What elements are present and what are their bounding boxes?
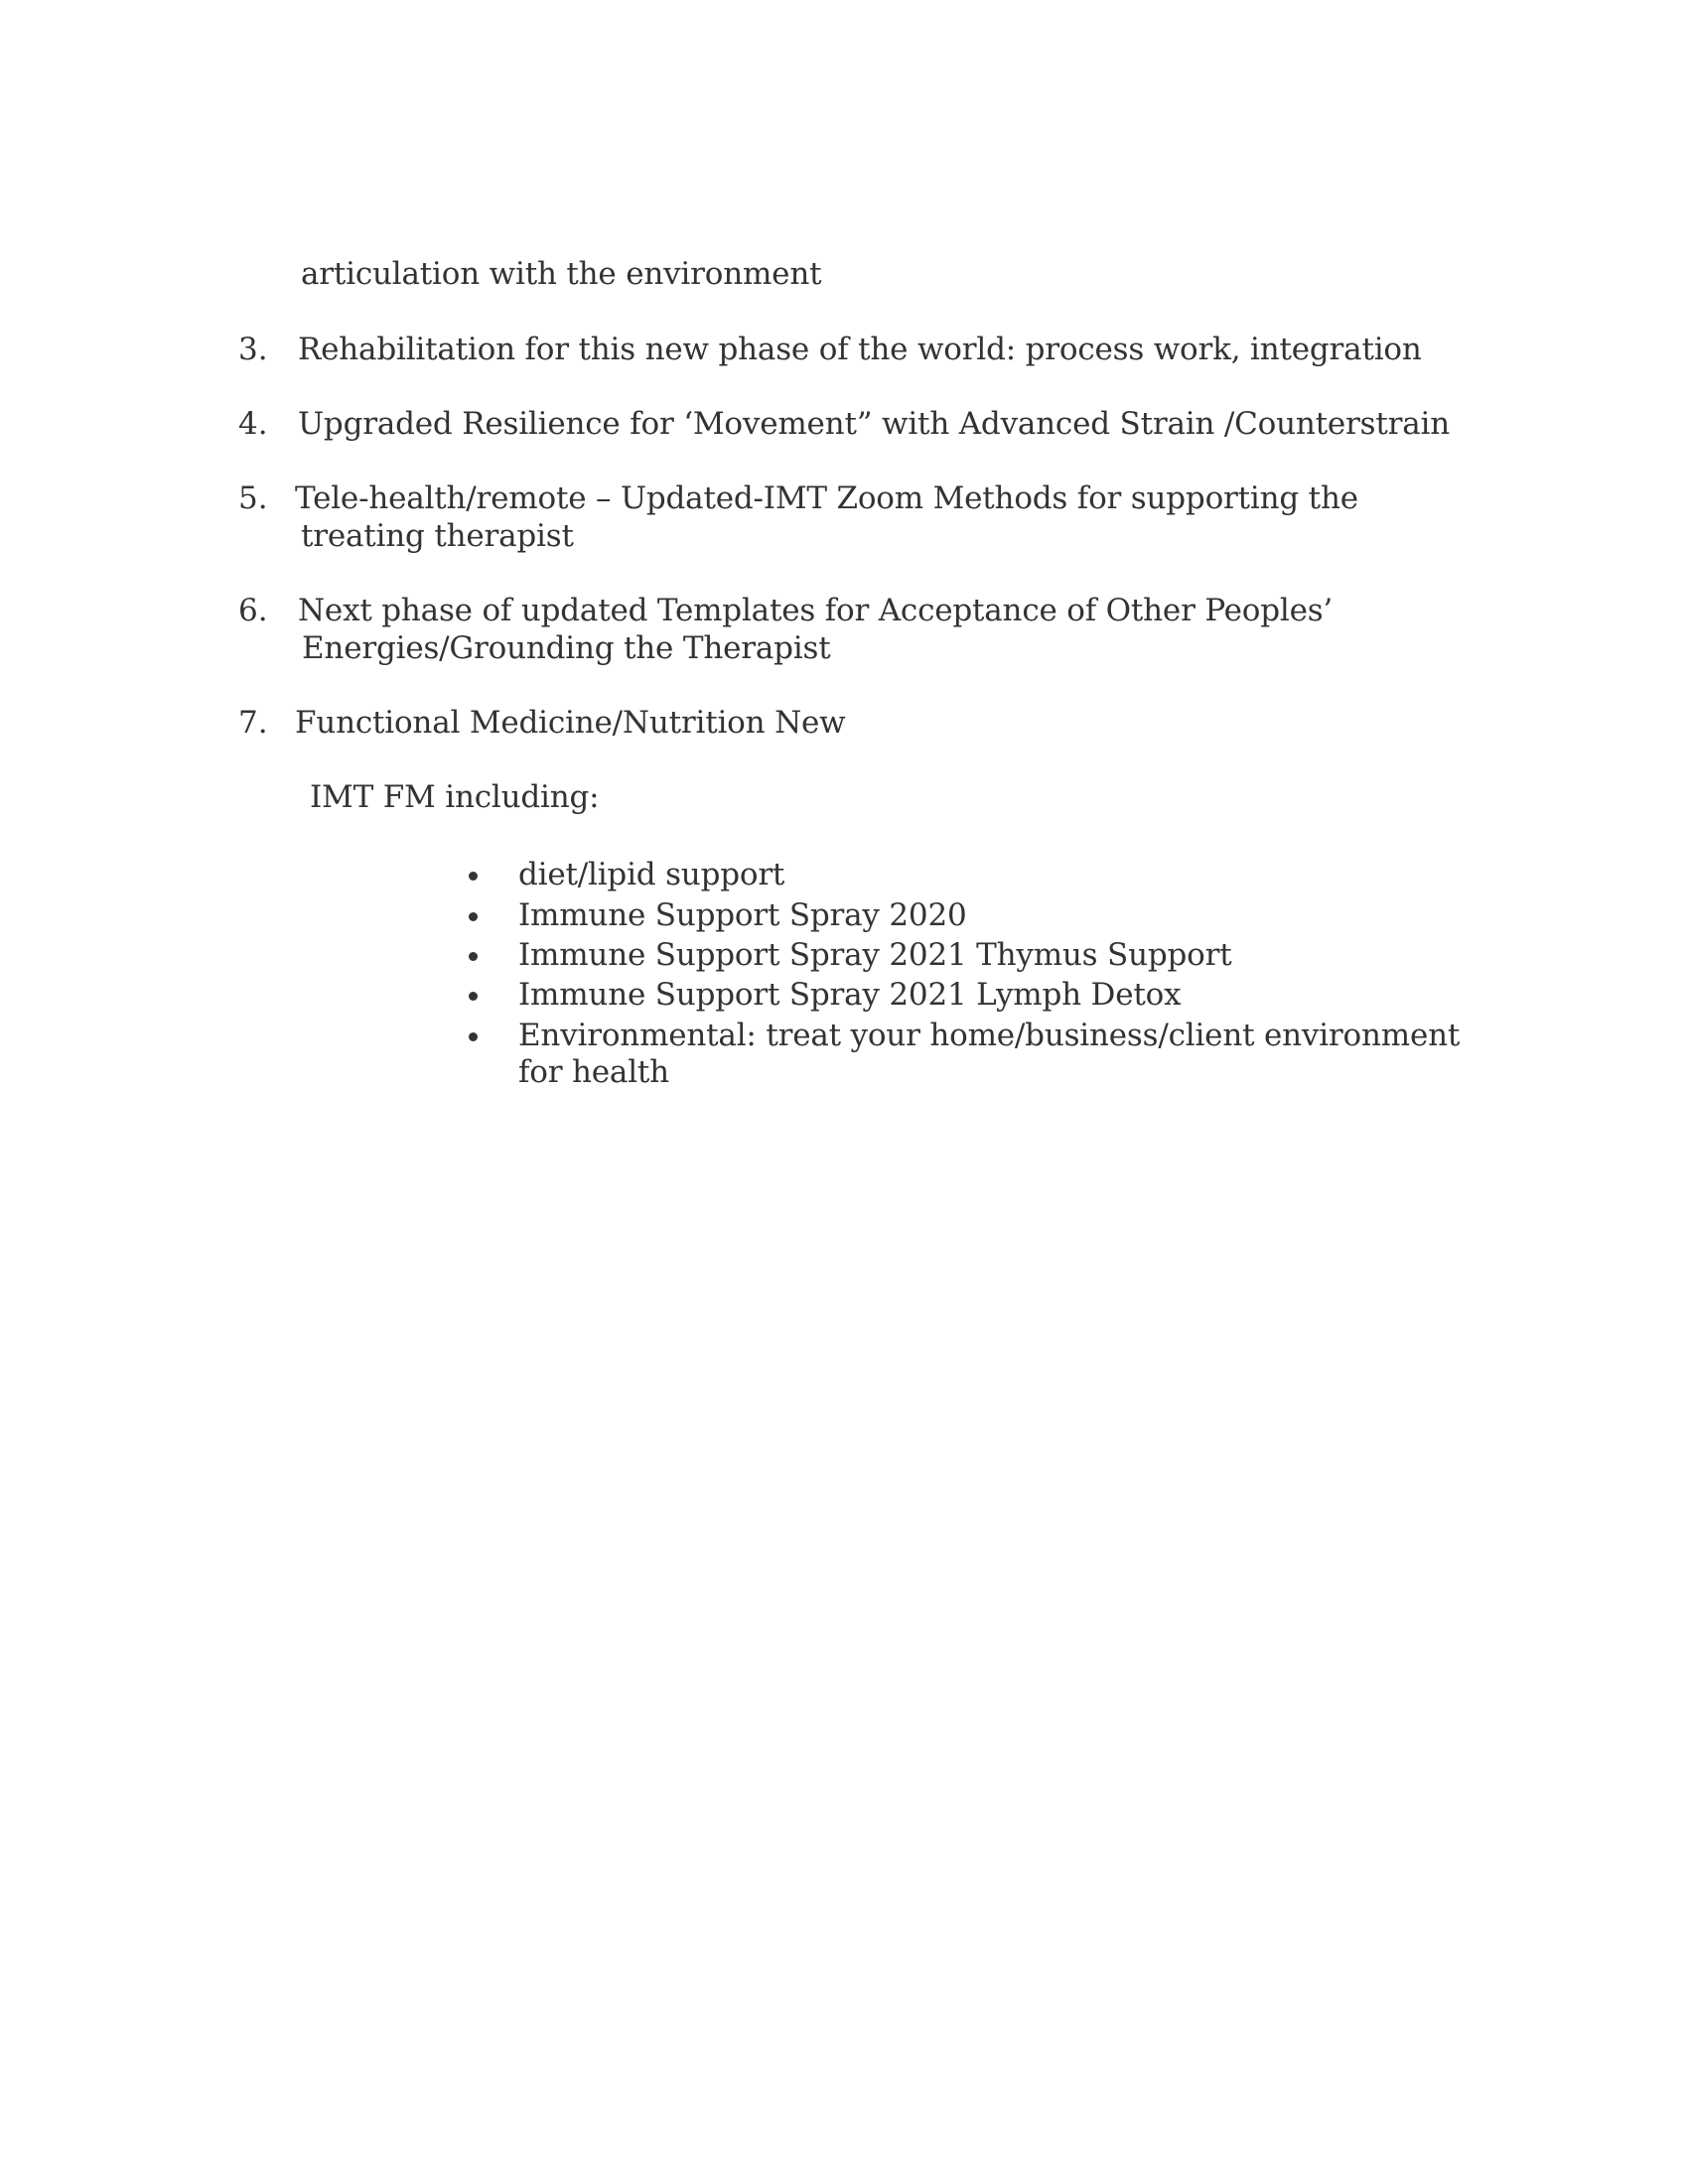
bullet-dot-icon (469, 872, 478, 881)
bullet-dot-icon (469, 912, 478, 921)
bullet-dot-icon (469, 1032, 478, 1041)
item-7-number: 7. (238, 705, 268, 741)
item-3-text: Rehabilitation for this new phase of the world: process work, integration (298, 332, 1422, 367)
item-4-number: 4. (238, 406, 268, 442)
bullet-dot-icon (469, 992, 478, 1001)
bullet-item-5-line-2: for health (518, 1054, 669, 1090)
continuation-text: articulation with the environment (301, 256, 822, 292)
item-6-number: 6. (238, 593, 268, 628)
item-3-number: 3. (238, 332, 268, 367)
bullet-dot-icon (469, 952, 478, 961)
item-5-number: 5. (238, 480, 268, 516)
bullet-item-3: Immune Support Spray 2021 Thymus Support (518, 937, 1232, 973)
item-5-text-line-2: treating therapist (301, 518, 574, 554)
subheading: IMT FM including: (310, 779, 600, 815)
item-6-text-line-1: Next phase of updated Templates for Acceptance of Other Peoples’ (298, 593, 1334, 628)
bullet-item-1: diet/lipid support (518, 857, 785, 892)
bullet-item-2: Immune Support Spray 2020 (518, 897, 967, 933)
item-6-text-line-2: Energies/Grounding the Therapist (302, 630, 831, 666)
bullet-item-5-line-1: Environmental: treat your home/business/client environment (518, 1018, 1461, 1053)
bullet-item-4: Immune Support Spray 2021 Lymph Detox (518, 977, 1182, 1013)
item-7-text: Functional Medicine/Nutrition New (295, 705, 846, 741)
item-4-text: Upgraded Resilience for ‘Movement” with Advanced Strain /Counterstrain (298, 406, 1450, 442)
item-5-text-line-1: Tele-health/remote – Updated-IMT Zoom Methods for supporting the (295, 480, 1358, 516)
